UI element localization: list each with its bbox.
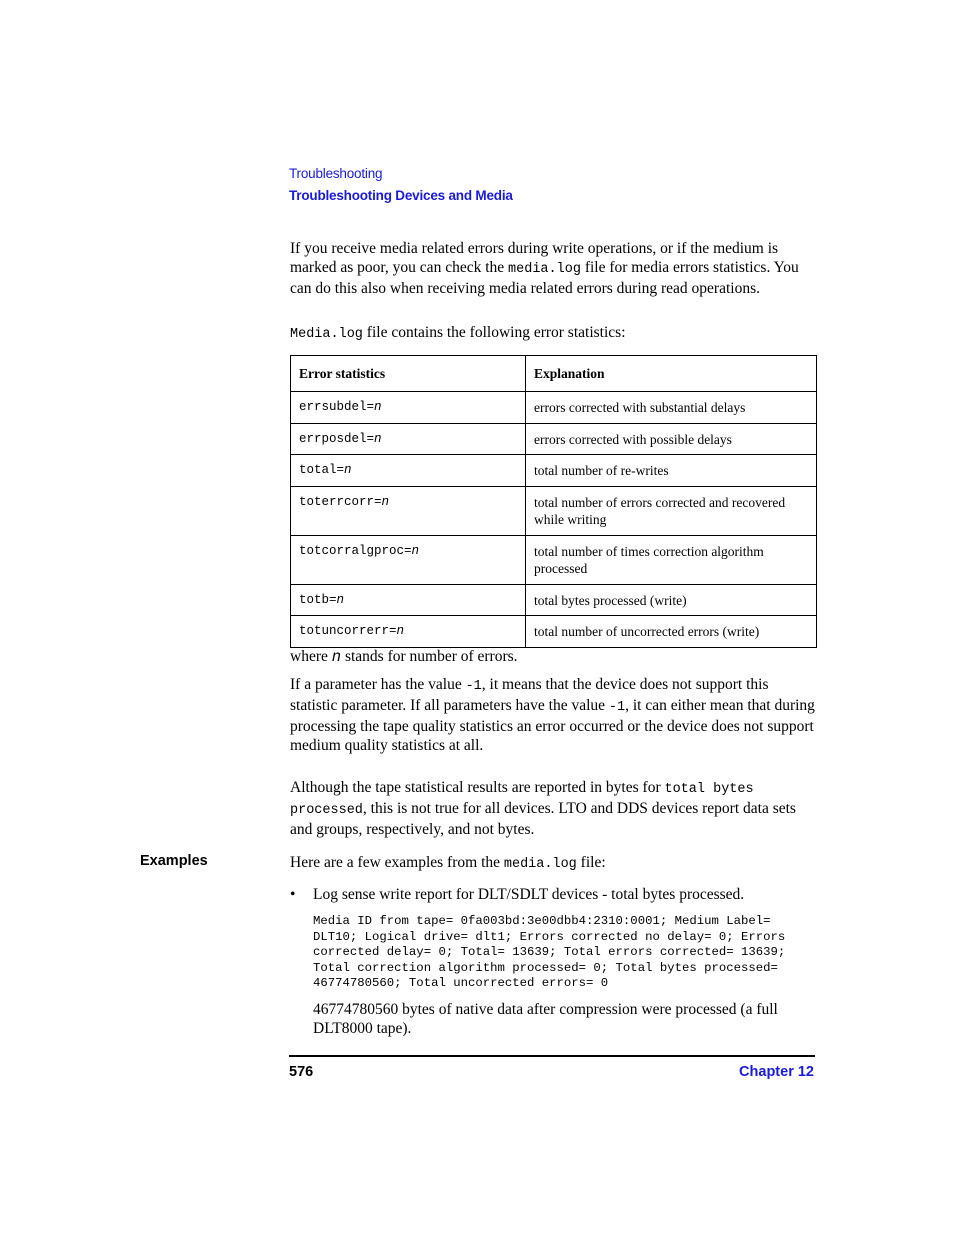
param-var: n [411, 543, 420, 558]
parameter-value-paragraph [290, 675, 815, 755]
param-name: total= [299, 463, 345, 477]
p3-text-c: , it can either mean that during processing the tape quality statistics an error occurred or the device does not support medium quality statistics at all. [290, 697, 815, 754]
media-log-code-2: Media.log [290, 327, 363, 342]
media-log-code-3: media.log [503, 857, 577, 872]
explanation-cell: total number of times correction algorithm processed [526, 535, 817, 584]
table-header-row [291, 356, 817, 392]
param-var: n [374, 400, 382, 414]
explanation-cell: total bytes processed (write) [526, 584, 817, 616]
table-row [291, 535, 817, 584]
p3-text-b: , it means that the device does not support this statistic parameter. If all parameters have the value [290, 676, 769, 714]
where-var: n [331, 648, 342, 666]
explanation-cell: total number of uncorrected errors (write) [526, 616, 817, 648]
p4-text-a: Although the tape statistical results are reported in bytes for [290, 779, 665, 796]
explanation-cell: total number of re-writes [526, 455, 817, 487]
code-line: DLT10; Logical drive= dlt1; Errors corrected no delay= 0; Errors [313, 929, 786, 944]
param-name: errsubdel= [299, 400, 375, 414]
table-row [291, 392, 817, 424]
where-text-b: stands for number of errors. [341, 648, 518, 665]
intro-text-a: If you receive media related errors during write operations, or if the medium is marked as poor, you can check the [290, 240, 779, 276]
p4-text-b: , this is not true for all devices. LTO and DDS devices report data sets and groups, respectively, and not bytes. [290, 800, 796, 838]
code-line: Total correction algorithm processed= 0; Total bytes processed= [313, 960, 778, 975]
example-code-block [313, 914, 785, 992]
param-cell [291, 584, 526, 616]
param-var: n [396, 624, 405, 638]
param-var: n [344, 463, 352, 477]
intro-text-c: file contains the following error statistics: [362, 324, 626, 341]
param-cell [291, 616, 526, 648]
explanation-cell: errors corrected with substantial delays [526, 392, 817, 424]
param-var: n [336, 592, 345, 607]
param-cell [291, 455, 526, 487]
breadcrumb-subsection[interactable]: Troubleshooting Devices and Media [289, 188, 513, 203]
page-number: 576 [289, 1064, 314, 1080]
explanation-cell: total number of errors corrected and recovered while writing [526, 486, 817, 535]
param-name: errposdel= [299, 431, 375, 446]
where-text-a: where [290, 648, 332, 665]
breadcrumb-section[interactable]: Troubleshooting [289, 166, 383, 181]
table-row [291, 616, 817, 648]
bullet-icon: • [290, 886, 296, 903]
code-line: Media ID from tape= 0fa003bd:3e00dbb4:2310:0001; Medium Label= [313, 914, 771, 928]
param-name: totb= [299, 592, 337, 607]
header-explanation: Explanation [526, 356, 817, 392]
bytes-note-paragraph [290, 778, 815, 839]
bullet-text: Log sense write report for DLT/SDLT devices - total bytes processed. [313, 886, 745, 903]
explanation-cell: errors corrected with possible delays [526, 423, 817, 455]
param-cell [291, 423, 526, 455]
total-bytes-code: total bytes processed [290, 782, 754, 818]
param-cell [291, 392, 526, 424]
table-row [291, 455, 817, 487]
code-line: 46774780560; Total uncorrected errors= 0 [313, 976, 609, 990]
table-row [291, 584, 817, 616]
param-name: totcorralgproc= [299, 543, 412, 558]
p3-text-a: If a parameter has the value [290, 676, 466, 693]
minus-one-code-1: -1 [465, 679, 482, 694]
code-line: corrected delay= 0; Total= 13639; Total errors corrected= 13639; [313, 945, 786, 959]
examples-text-a: Here are a few examples from the [290, 854, 504, 871]
intro-paragraph-2 [290, 323, 815, 344]
table-row [291, 486, 817, 535]
examples-heading: Examples [140, 853, 208, 869]
table-row [291, 423, 817, 455]
media-log-code: media.log [508, 262, 581, 277]
param-cell [291, 486, 526, 535]
footer-rule [289, 1055, 815, 1057]
param-var: n [374, 431, 382, 446]
intro-text-b: file for media errors statistics. You can do this also when receiving media related errors during read operations. [290, 259, 799, 297]
param-cell [291, 535, 526, 584]
minus-one-code-2: -1 [608, 700, 626, 715]
header-error-statistics: Error statistics [291, 356, 526, 392]
example-result: 46774780560 bytes of native data after compression were processed (a full DLT8000 tape). [313, 1001, 778, 1037]
examples-intro [290, 853, 815, 874]
error-statistics-table [290, 355, 817, 648]
param-name: totuncorrerr= [299, 624, 397, 638]
param-var: n [381, 494, 390, 509]
intro-paragraph-1 [290, 239, 815, 298]
param-name: toterrcorr= [299, 494, 382, 509]
examples-text-b: file: [576, 854, 606, 871]
where-n-paragraph [290, 647, 815, 667]
chapter-link[interactable]: Chapter 12 [739, 1064, 814, 1080]
